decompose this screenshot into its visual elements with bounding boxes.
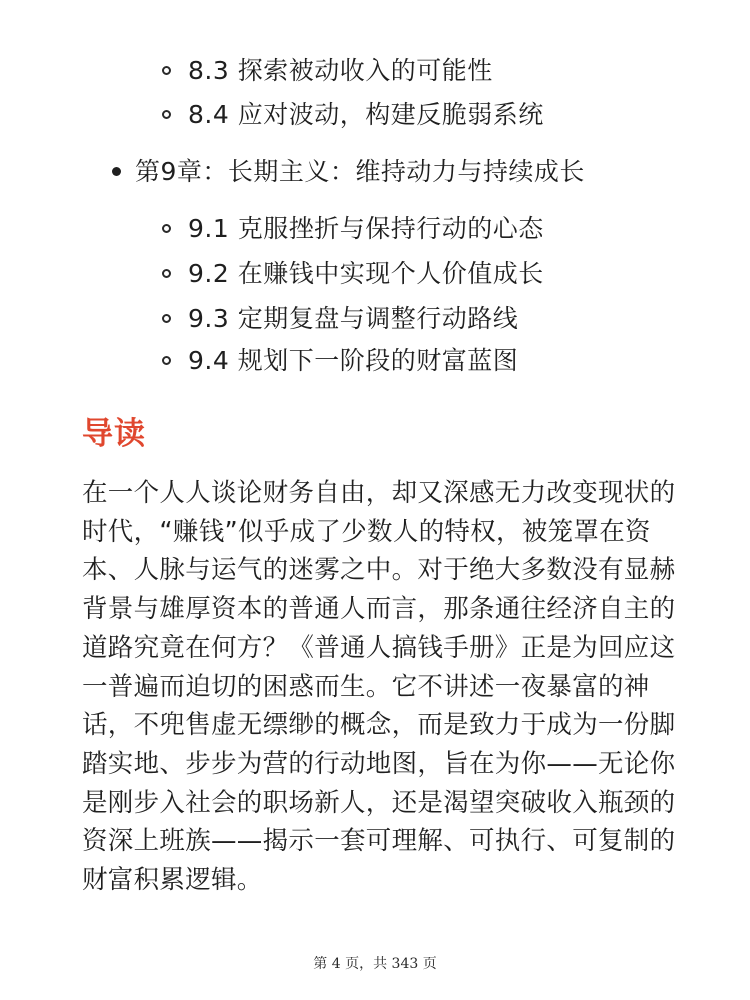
circle-bullet-icon	[162, 356, 171, 365]
circle-bullet-icon	[162, 314, 171, 323]
toc-chapter-item	[135, 157, 585, 187]
toc-section-item	[188, 56, 493, 86]
toc-chapter-label: 第9章：长期主义：维持动力与持续成长	[135, 157, 585, 186]
toc-section-label: 8.3 探索被动收入的可能性	[188, 56, 493, 85]
circle-bullet-icon	[162, 269, 171, 278]
toc-section-label: 9.4 规划下一阶段的财富蓝图	[188, 346, 519, 375]
toc-section-item	[188, 259, 544, 289]
toc-section-item	[188, 346, 518, 376]
circle-bullet-icon	[162, 66, 171, 75]
toc-section-item	[188, 304, 518, 334]
page-number-footer: 第 4 页，共 343 页	[313, 956, 437, 972]
toc-section-item	[188, 100, 544, 130]
toc-section-item	[188, 214, 544, 244]
section-heading: 导读	[82, 416, 146, 452]
circle-bullet-icon	[162, 110, 171, 119]
toc-section-label: 9.1 克服挫折与保持行动的心态	[188, 214, 544, 243]
intro-paragraph: 在一个人人谈论财务自由，却又深感无力改变现状的时代，“赚钱”似乎成了少数人的特权，被笼罩在资本、人脉与运气的迷雾之中。对于绝大多数没有显赫背景与雄厚资本的普通人而言，那条通往经济自主的道路究竟在何方？《普通人搞钱手册》正是为回应这一普遍而迫切的困惑而生。它不讲述一夜暴富的神话，不兜售虚无缥缈的概念，而是致力于成为一份脚踏实地、步步为营的行动地图，旨在为你——无论你是刚步入社会的职场新人，还是渴望突破收入瓶颈的资深上班族——揭示一套可理解、可执行、可复制的财富积累逻辑。	[82, 478, 676, 896]
circle-bullet-icon	[162, 224, 171, 233]
toc-section-label: 9.3 定期复盘与调整行动路线	[188, 304, 519, 333]
disc-bullet-icon	[112, 167, 121, 176]
toc-section-label: 9.2 在赚钱中实现个人价值成长	[188, 259, 544, 288]
toc-section-label: 8.4 应对波动，构建反脆弱系统	[188, 100, 544, 129]
